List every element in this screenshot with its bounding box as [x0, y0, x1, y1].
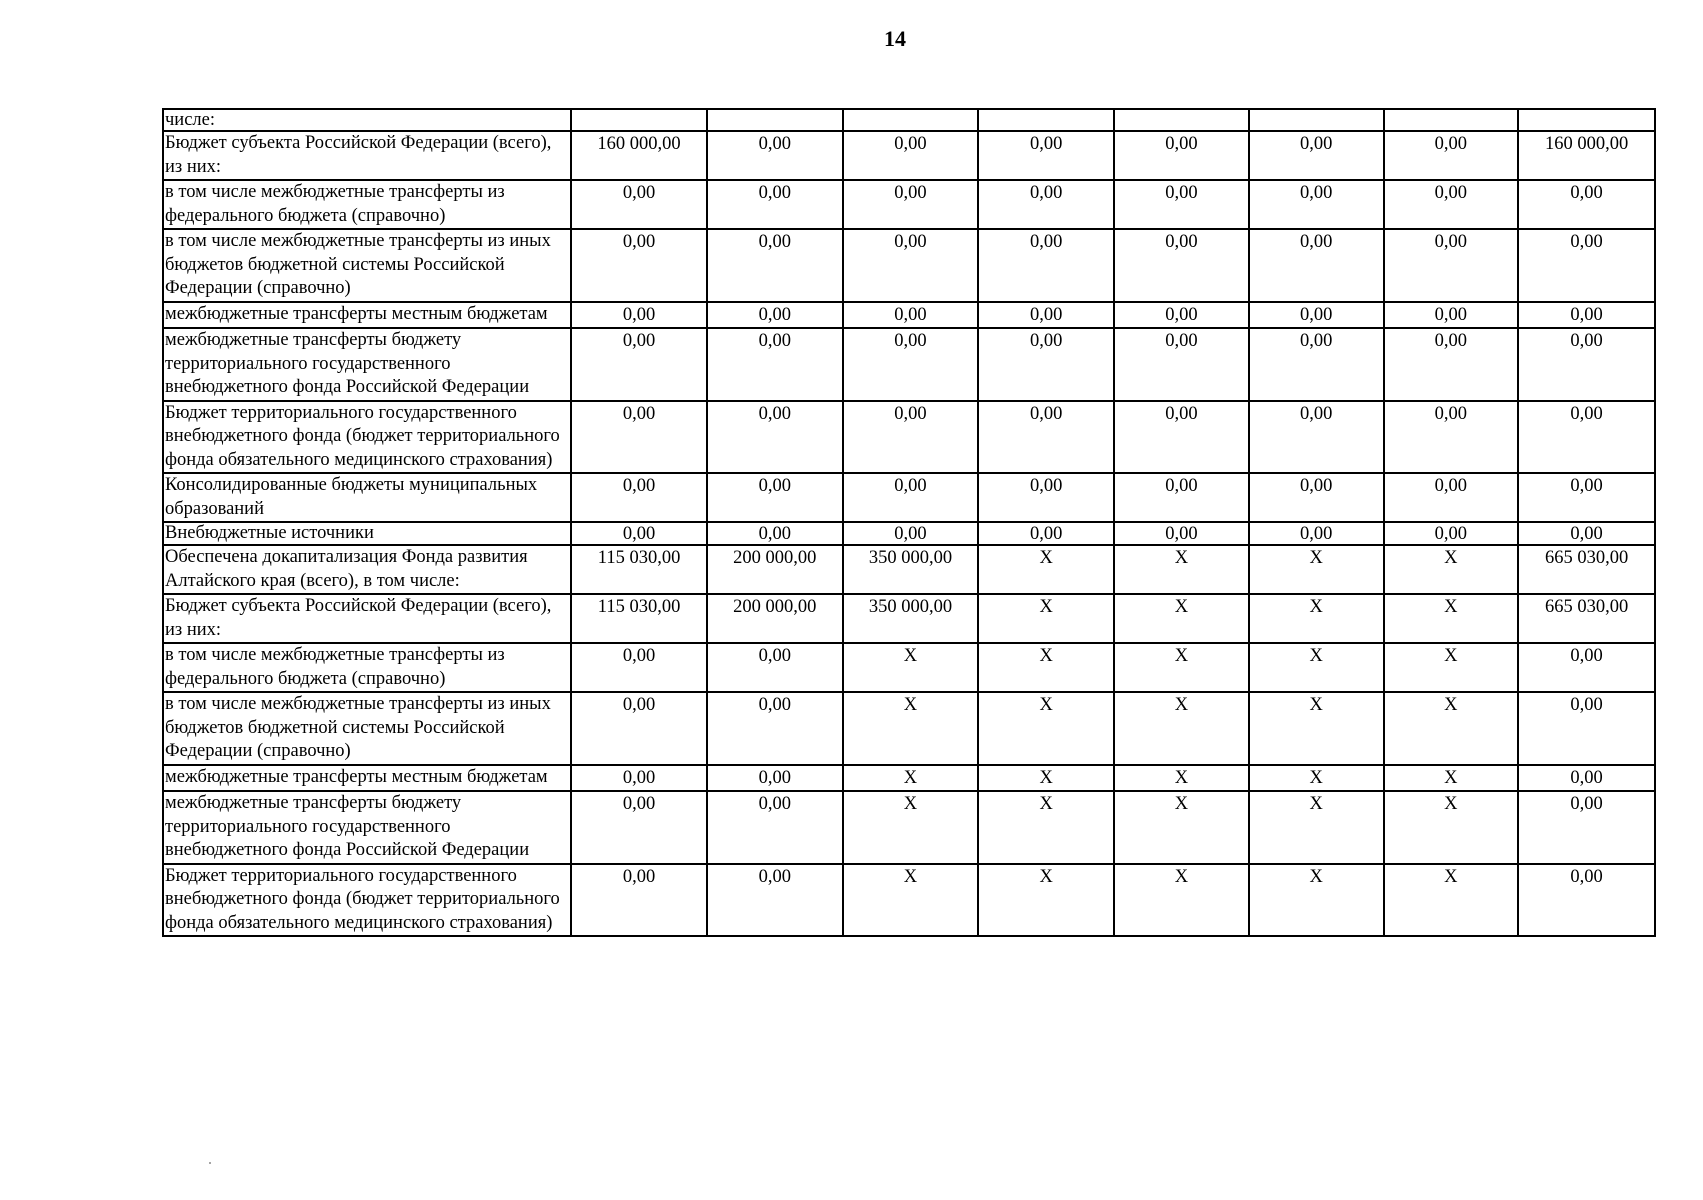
value-cell: 0,00	[1114, 328, 1249, 401]
value-cell: 0,00	[1518, 401, 1655, 474]
row-label: в том числе межбюджетные трансферты из федерального бюджета (справочно)	[163, 180, 571, 229]
value-cell: X	[1114, 692, 1249, 765]
row-label: Бюджет субъекта Российской Федерации (всего), из них:	[163, 131, 571, 180]
value-cell: X	[1249, 545, 1384, 594]
table-row	[163, 522, 1655, 545]
value-cell: 0,00	[571, 522, 707, 545]
value-cell: X	[1114, 864, 1249, 937]
table-row	[163, 401, 1655, 474]
value-cell: 0,00	[1384, 131, 1519, 180]
value-cell: 0,00	[1114, 473, 1249, 522]
value-cell: 0,00	[571, 401, 707, 474]
value-cell: X	[978, 643, 1114, 692]
value-cell: 160 000,00	[571, 131, 707, 180]
value-cell: 0,00	[978, 473, 1114, 522]
value-cell: X	[1114, 594, 1249, 643]
row-label: Бюджет территориального государственного внебюджетного фонда (бюджет территориального фонда обязательного медицинского страхования)	[163, 864, 571, 937]
value-cell: 0,00	[978, 522, 1114, 545]
value-cell: 0,00	[1518, 864, 1655, 937]
value-cell: 0,00	[571, 643, 707, 692]
value-cell: 0,00	[1384, 522, 1519, 545]
value-cell: X	[1384, 545, 1519, 594]
value-cell: 0,00	[1518, 765, 1655, 792]
value-cell: 0,00	[1249, 302, 1384, 329]
value-cell: 0,00	[707, 864, 843, 937]
value-cell: X	[1249, 692, 1384, 765]
value-cell: 0,00	[1518, 229, 1655, 302]
value-cell: 0,00	[1384, 328, 1519, 401]
value-cell: 0,00	[571, 864, 707, 937]
value-cell: 0,00	[707, 643, 843, 692]
table-row	[163, 643, 1655, 692]
table-row	[163, 864, 1655, 937]
value-cell	[707, 109, 843, 131]
value-cell: 0,00	[707, 328, 843, 401]
value-cell	[978, 109, 1114, 131]
row-label: Бюджет территориального государственного внебюджетного фонда (бюджет территориального фонда обязательного медицинского страхования)	[163, 401, 571, 474]
value-cell: 0,00	[843, 302, 979, 329]
table-row	[163, 765, 1655, 792]
table-row	[163, 180, 1655, 229]
value-cell: 200 000,00	[707, 594, 843, 643]
value-cell: 0,00	[1384, 229, 1519, 302]
value-cell: 0,00	[843, 522, 979, 545]
row-label: межбюджетные трансферты бюджету территориального государственного внебюджетного фонда Российской Федерации	[163, 791, 571, 864]
value-cell: 0,00	[707, 692, 843, 765]
row-label: в том числе межбюджетные трансферты из федерального бюджета (справочно)	[163, 643, 571, 692]
value-cell: 0,00	[707, 229, 843, 302]
value-cell: 0,00	[1518, 692, 1655, 765]
value-cell: 0,00	[978, 229, 1114, 302]
value-cell: 0,00	[843, 131, 979, 180]
value-cell: 0,00	[571, 180, 707, 229]
value-cell: 0,00	[1249, 229, 1384, 302]
value-cell: 0,00	[571, 229, 707, 302]
table-row	[163, 302, 1655, 329]
value-cell: X	[1114, 643, 1249, 692]
value-cell: 0,00	[571, 765, 707, 792]
value-cell: X	[1384, 791, 1519, 864]
value-cell: X	[1249, 765, 1384, 792]
scan-speck	[209, 1162, 211, 1164]
value-cell: 0,00	[1518, 473, 1655, 522]
value-cell: 0,00	[1114, 131, 1249, 180]
value-cell: X	[1384, 594, 1519, 643]
value-cell: X	[1384, 643, 1519, 692]
value-cell: 0,00	[1384, 180, 1519, 229]
value-cell: 115 030,00	[571, 594, 707, 643]
value-cell	[843, 109, 979, 131]
value-cell: 0,00	[1384, 401, 1519, 474]
value-cell: X	[1114, 545, 1249, 594]
row-label: в том числе межбюджетные трансферты из иных бюджетов бюджетной системы Российской Федерации (справочно)	[163, 229, 571, 302]
value-cell: X	[1249, 791, 1384, 864]
value-cell: X	[978, 594, 1114, 643]
value-cell: 0,00	[978, 328, 1114, 401]
value-cell: 0,00	[978, 131, 1114, 180]
value-cell	[1518, 109, 1655, 131]
value-cell: X	[1384, 864, 1519, 937]
value-cell: X	[978, 765, 1114, 792]
value-cell: 0,00	[1249, 522, 1384, 545]
value-cell: 0,00	[1249, 131, 1384, 180]
value-cell: 0,00	[843, 328, 979, 401]
value-cell: X	[1249, 864, 1384, 937]
value-cell: 160 000,00	[1518, 131, 1655, 180]
value-cell: 0,00	[707, 791, 843, 864]
table-row	[163, 131, 1655, 180]
value-cell: 0,00	[707, 401, 843, 474]
value-cell: 0,00	[978, 302, 1114, 329]
value-cell: 0,00	[1114, 302, 1249, 329]
value-cell: 0,00	[571, 302, 707, 329]
value-cell	[571, 109, 707, 131]
value-cell: 0,00	[571, 791, 707, 864]
value-cell: 0,00	[1114, 401, 1249, 474]
value-cell: 0,00	[1249, 328, 1384, 401]
value-cell: X	[843, 765, 979, 792]
value-cell: X	[843, 692, 979, 765]
value-cell: 0,00	[843, 180, 979, 229]
value-cell: 115 030,00	[571, 545, 707, 594]
table-row	[163, 229, 1655, 302]
value-cell: X	[978, 545, 1114, 594]
value-cell: X	[978, 791, 1114, 864]
value-cell: 0,00	[571, 473, 707, 522]
row-label: межбюджетные трансферты бюджету территориального государственного внебюджетного фонда Российской Федерации	[163, 328, 571, 401]
value-cell: 0,00	[1384, 473, 1519, 522]
value-cell: 0,00	[1249, 401, 1384, 474]
value-cell: 0,00	[707, 765, 843, 792]
value-cell: 0,00	[1249, 473, 1384, 522]
value-cell: 0,00	[707, 522, 843, 545]
value-cell: 0,00	[1518, 522, 1655, 545]
value-cell: 0,00	[1518, 643, 1655, 692]
value-cell: 0,00	[1518, 180, 1655, 229]
value-cell: X	[978, 692, 1114, 765]
value-cell: 0,00	[1384, 302, 1519, 329]
value-cell: 0,00	[978, 401, 1114, 474]
row-label: Обеспечена докапитализация Фонда развития Алтайского края (всего), в том числе:	[163, 545, 571, 594]
value-cell: X	[1249, 594, 1384, 643]
value-cell: X	[1249, 643, 1384, 692]
row-label: межбюджетные трансферты местным бюджетам	[163, 765, 571, 792]
table-body	[163, 109, 1655, 936]
value-cell: X	[1114, 791, 1249, 864]
value-cell: 0,00	[707, 473, 843, 522]
value-cell: 0,00	[1114, 229, 1249, 302]
row-label: Бюджет субъекта Российской Федерации (всего), из них:	[163, 594, 571, 643]
row-label: в том числе межбюджетные трансферты из иных бюджетов бюджетной системы Российской Федерации (справочно)	[163, 692, 571, 765]
budget-table	[162, 108, 1656, 937]
page-number: 14	[884, 26, 906, 51]
row-label: числе:	[163, 109, 571, 131]
value-cell: X	[843, 864, 979, 937]
value-cell: 0,00	[707, 131, 843, 180]
value-cell: 0,00	[1518, 302, 1655, 329]
value-cell: X	[978, 864, 1114, 937]
value-cell: X	[1384, 765, 1519, 792]
table-row	[163, 545, 1655, 594]
value-cell: 0,00	[571, 692, 707, 765]
table-row	[163, 692, 1655, 765]
value-cell: 0,00	[1518, 328, 1655, 401]
value-cell: 0,00	[707, 180, 843, 229]
value-cell: X	[1114, 765, 1249, 792]
value-cell: 0,00	[1114, 522, 1249, 545]
value-cell: 0,00	[1114, 180, 1249, 229]
value-cell: X	[843, 791, 979, 864]
value-cell: 0,00	[1518, 791, 1655, 864]
value-cell: 0,00	[1249, 180, 1384, 229]
value-cell: 0,00	[707, 302, 843, 329]
table-row	[163, 328, 1655, 401]
table-row	[163, 594, 1655, 643]
table-row	[163, 791, 1655, 864]
table-row	[163, 109, 1655, 131]
value-cell: 665 030,00	[1518, 594, 1655, 643]
value-cell: 350 000,00	[843, 594, 979, 643]
table-row	[163, 473, 1655, 522]
value-cell: 200 000,00	[707, 545, 843, 594]
value-cell	[1384, 109, 1519, 131]
value-cell	[1114, 109, 1249, 131]
value-cell: 350 000,00	[843, 545, 979, 594]
row-label: Внебюджетные источники	[163, 522, 571, 545]
value-cell: X	[1384, 692, 1519, 765]
row-label: Консолидированные бюджеты муниципальных образований	[163, 473, 571, 522]
value-cell: 0,00	[571, 328, 707, 401]
value-cell: 0,00	[843, 229, 979, 302]
value-cell: 665 030,00	[1518, 545, 1655, 594]
row-label: межбюджетные трансферты местным бюджетам	[163, 302, 571, 329]
value-cell: 0,00	[978, 180, 1114, 229]
value-cell: 0,00	[843, 401, 979, 474]
value-cell: X	[843, 643, 979, 692]
value-cell	[1249, 109, 1384, 131]
value-cell: 0,00	[843, 473, 979, 522]
